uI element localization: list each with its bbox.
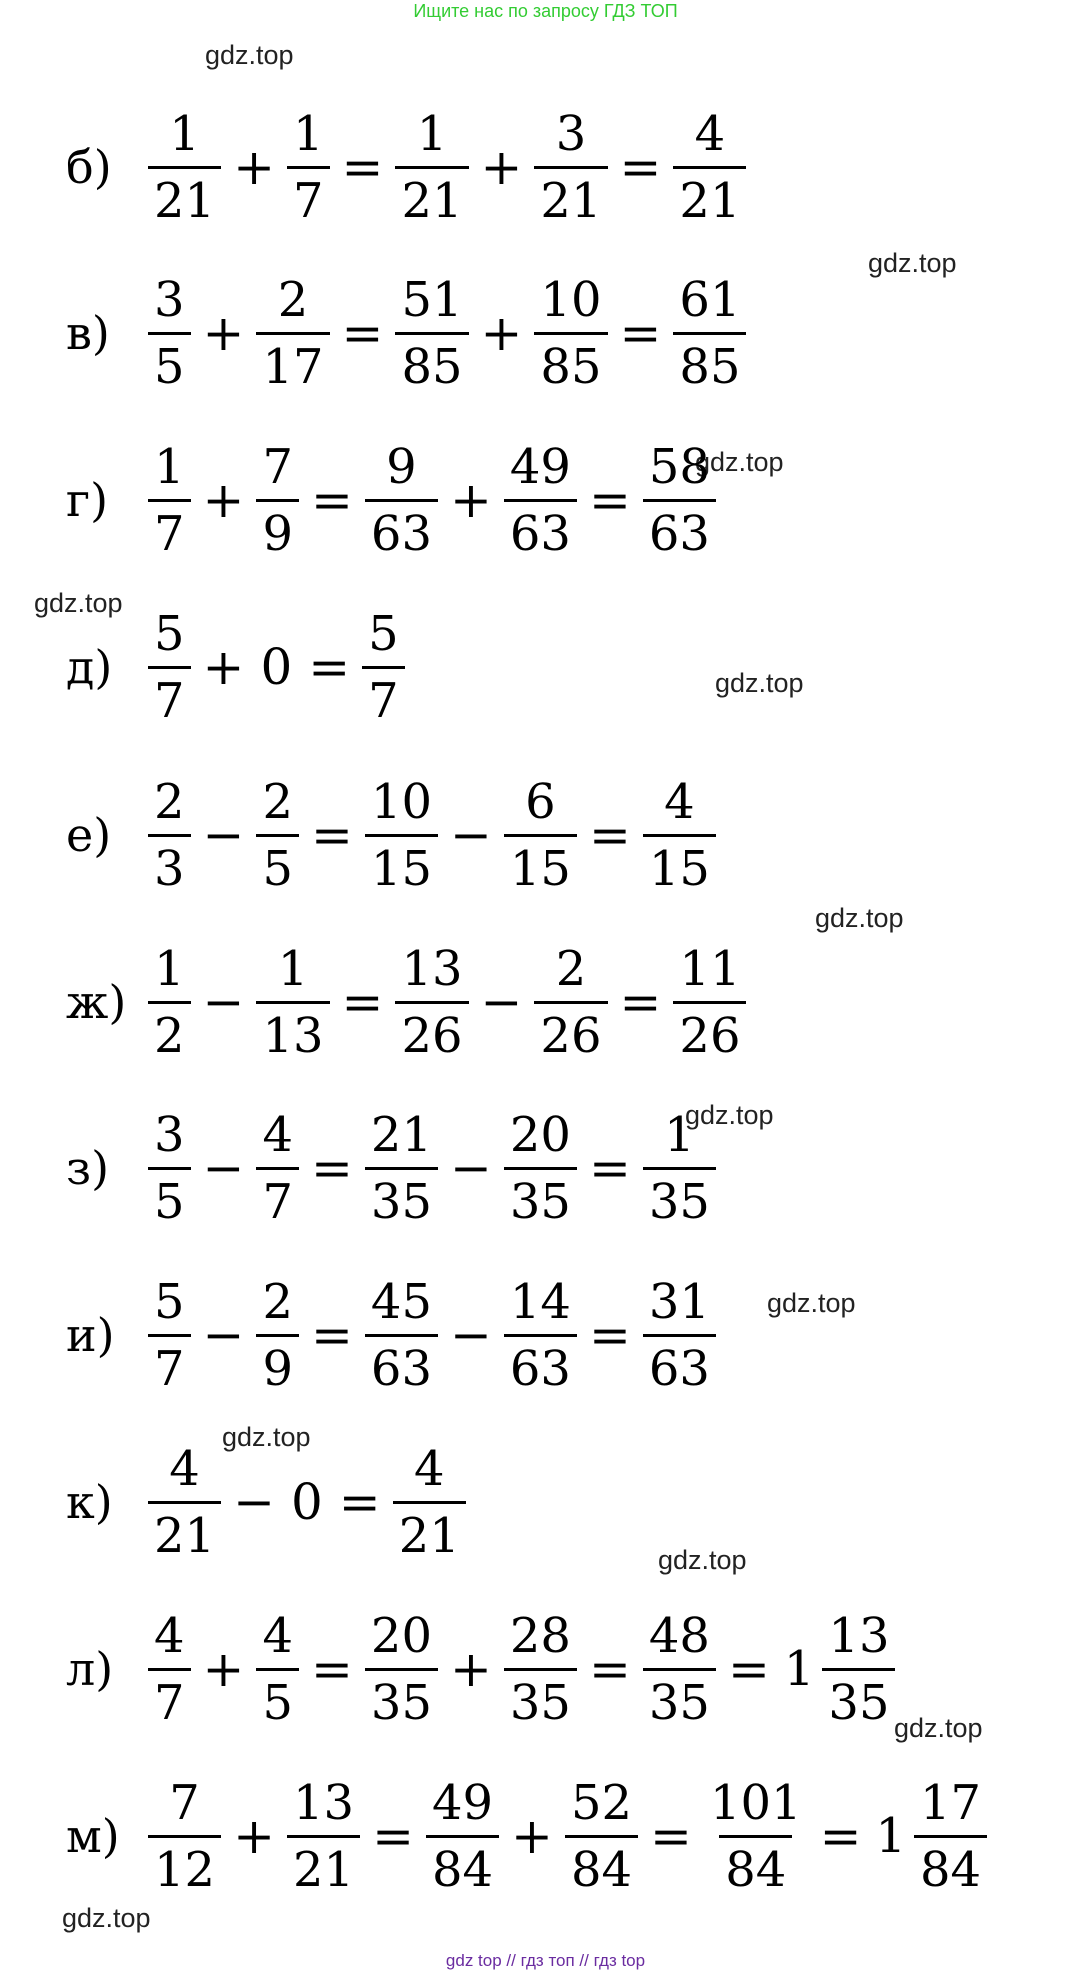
operator: + bbox=[449, 471, 492, 529]
operator: = bbox=[619, 138, 662, 196]
denominator: 17 bbox=[256, 332, 329, 391]
numerator: 51 bbox=[401, 271, 463, 328]
denominator: 84 bbox=[426, 1835, 499, 1894]
numerator: 3 bbox=[154, 271, 185, 328]
expression bbox=[144, 105, 750, 229]
fraction bbox=[148, 1607, 191, 1731]
item-label: к) bbox=[66, 1475, 113, 1529]
operator: − bbox=[202, 1306, 245, 1364]
numerator: 20 bbox=[509, 1106, 571, 1163]
fraction bbox=[148, 605, 191, 729]
numerator: 2 bbox=[555, 940, 587, 997]
item-label: ж) bbox=[66, 975, 127, 1029]
item-label: д) bbox=[66, 640, 113, 694]
denominator: 21 bbox=[287, 1835, 360, 1894]
equation-row bbox=[66, 927, 750, 1077]
denominator: 35 bbox=[643, 1668, 716, 1727]
item-label: з) bbox=[66, 1141, 110, 1195]
operator: + bbox=[202, 304, 245, 362]
fraction bbox=[395, 271, 468, 395]
operator: = bbox=[311, 1640, 353, 1698]
denominator: 7 bbox=[148, 1334, 191, 1393]
denominator: 84 bbox=[914, 1835, 987, 1894]
numerator: 5 bbox=[368, 605, 399, 662]
operator: = bbox=[338, 1473, 381, 1531]
fraction bbox=[565, 1774, 638, 1898]
operator: = bbox=[311, 471, 353, 529]
fraction bbox=[256, 438, 299, 562]
denominator: 7 bbox=[148, 499, 191, 558]
denominator: 7 bbox=[256, 1167, 299, 1226]
expression bbox=[144, 1440, 470, 1564]
operator: − bbox=[202, 1139, 245, 1197]
expression bbox=[144, 940, 750, 1064]
denominator: 9 bbox=[256, 1334, 299, 1393]
operator: − bbox=[202, 973, 245, 1031]
numerator: 9 bbox=[386, 438, 417, 495]
operator: + bbox=[233, 1807, 275, 1865]
numerator: 20 bbox=[370, 1607, 432, 1664]
denominator: 7 bbox=[148, 666, 191, 725]
operator: = bbox=[311, 1139, 353, 1197]
numerator: 1 bbox=[292, 105, 324, 162]
numerator: 1 bbox=[154, 438, 185, 495]
fraction bbox=[256, 1106, 299, 1230]
denominator: 85 bbox=[534, 332, 607, 391]
watermark: gdz.top bbox=[715, 668, 804, 698]
fraction bbox=[362, 605, 405, 729]
fraction bbox=[426, 1774, 499, 1898]
denominator: 15 bbox=[504, 834, 577, 893]
fraction bbox=[704, 1774, 808, 1898]
watermark: gdz.top bbox=[815, 903, 904, 933]
numerator: 21 bbox=[370, 1106, 432, 1163]
whole-part: 1 bbox=[783, 1641, 815, 1697]
denominator: 5 bbox=[256, 834, 299, 893]
expression bbox=[144, 773, 720, 897]
whole-part: 1 bbox=[875, 1808, 907, 1864]
denominator: 26 bbox=[534, 1001, 607, 1060]
expression bbox=[144, 1106, 720, 1230]
operator: + bbox=[449, 1640, 492, 1698]
operator: + bbox=[511, 1807, 553, 1865]
equation-row bbox=[66, 592, 409, 742]
item-label: в) bbox=[66, 306, 110, 360]
fraction bbox=[365, 1106, 438, 1230]
denominator: 35 bbox=[504, 1668, 577, 1727]
fraction bbox=[643, 1273, 716, 1397]
numerator: 2 bbox=[277, 271, 309, 328]
denominator: 15 bbox=[365, 834, 438, 893]
expression bbox=[144, 1607, 899, 1731]
fraction bbox=[256, 271, 329, 395]
numerator: 45 bbox=[370, 1273, 432, 1330]
numerator: 31 bbox=[648, 1273, 710, 1330]
fraction bbox=[256, 940, 329, 1064]
operator: = bbox=[341, 138, 384, 196]
denominator: 3 bbox=[148, 834, 191, 893]
operator: = bbox=[311, 806, 353, 864]
operator: − bbox=[202, 806, 245, 864]
item-label: е) bbox=[66, 808, 112, 862]
fraction bbox=[643, 1607, 716, 1731]
fraction bbox=[393, 1440, 466, 1564]
denominator: 35 bbox=[504, 1167, 577, 1226]
numerator: 10 bbox=[540, 271, 602, 328]
watermark: gdz.top bbox=[767, 1288, 856, 1318]
numerator: 14 bbox=[509, 1273, 571, 1330]
numerator: 2 bbox=[154, 773, 185, 830]
fraction bbox=[365, 1273, 438, 1397]
denominator: 21 bbox=[393, 1501, 466, 1560]
watermark: gdz.top bbox=[62, 1903, 151, 1933]
equation-row bbox=[66, 258, 750, 408]
expression bbox=[144, 1273, 720, 1397]
operator: − bbox=[449, 806, 492, 864]
fraction bbox=[643, 438, 716, 562]
equation-row bbox=[66, 425, 720, 575]
denominator: 21 bbox=[673, 166, 746, 225]
numerator: 4 bbox=[262, 1607, 293, 1664]
fraction bbox=[148, 773, 191, 897]
operator: = bbox=[588, 806, 631, 864]
denominator: 15 bbox=[643, 834, 716, 893]
watermark: gdz.top bbox=[205, 40, 294, 70]
operator: = bbox=[341, 304, 384, 362]
numerator: 7 bbox=[262, 438, 293, 495]
denominator: 5 bbox=[148, 332, 191, 391]
operator: = bbox=[588, 471, 631, 529]
fraction bbox=[148, 1106, 191, 1230]
item-label: и) bbox=[66, 1308, 115, 1362]
expression bbox=[144, 438, 720, 562]
footer-links: gdz top // гдз топ // гдз top bbox=[445, 1951, 646, 1970]
numerator: 4 bbox=[169, 1440, 200, 1497]
fraction bbox=[287, 105, 330, 229]
numerator: 58 bbox=[648, 438, 710, 495]
fraction bbox=[148, 105, 221, 229]
fraction bbox=[256, 1273, 299, 1397]
equation-row bbox=[66, 1761, 991, 1911]
numerator: 1 bbox=[664, 1106, 695, 1163]
denominator: 21 bbox=[148, 166, 221, 225]
fraction bbox=[673, 271, 746, 395]
denominator: 63 bbox=[504, 499, 577, 558]
fraction bbox=[643, 1106, 716, 1230]
fraction bbox=[287, 1774, 360, 1898]
numerator: 4 bbox=[262, 1106, 293, 1163]
denominator: 7 bbox=[362, 666, 405, 725]
top-banner: Ищите нас по запросу ГДЗ ТОП bbox=[413, 1, 678, 21]
numerator: 4 bbox=[694, 105, 726, 162]
denominator: 84 bbox=[565, 1835, 638, 1894]
fraction bbox=[148, 1440, 221, 1564]
mixed-number bbox=[869, 1774, 991, 1898]
equation-row bbox=[66, 1594, 899, 1744]
numerator: 3 bbox=[555, 105, 587, 162]
numerator: 5 bbox=[154, 605, 185, 662]
numerator: 13 bbox=[401, 940, 463, 997]
denominator: 63 bbox=[643, 499, 716, 558]
operator: = bbox=[372, 1807, 414, 1865]
numerator: 61 bbox=[679, 271, 741, 328]
denominator: 5 bbox=[148, 1167, 191, 1226]
fraction bbox=[822, 1607, 895, 1731]
fraction bbox=[504, 438, 577, 562]
numerator: 4 bbox=[413, 1440, 445, 1497]
denominator: 85 bbox=[395, 332, 468, 391]
operator: = bbox=[308, 638, 351, 696]
fraction bbox=[148, 1273, 191, 1397]
denominator: 63 bbox=[365, 499, 438, 558]
expression bbox=[144, 605, 409, 729]
numerator: 2 bbox=[262, 1273, 293, 1330]
fraction bbox=[256, 773, 299, 897]
operator: + bbox=[202, 1640, 245, 1698]
operator: = bbox=[619, 304, 662, 362]
watermark: gdz.top bbox=[685, 1100, 774, 1130]
item-label: м) bbox=[66, 1809, 120, 1863]
denominator: 35 bbox=[365, 1668, 438, 1727]
denominator: 9 bbox=[256, 499, 299, 558]
numerator: 6 bbox=[525, 773, 556, 830]
equation-row bbox=[66, 1427, 470, 1577]
fraction bbox=[504, 1106, 577, 1230]
fraction bbox=[365, 773, 438, 897]
fraction bbox=[365, 438, 438, 562]
operator: = bbox=[311, 1306, 353, 1364]
denominator: 63 bbox=[643, 1334, 716, 1393]
fraction bbox=[256, 1607, 299, 1731]
fraction bbox=[534, 271, 607, 395]
numerator: 49 bbox=[509, 438, 571, 495]
operator: + bbox=[202, 471, 245, 529]
numerator: 49 bbox=[431, 1774, 494, 1831]
denominator: 21 bbox=[148, 1501, 221, 1560]
operator: + bbox=[233, 138, 275, 196]
fraction bbox=[148, 438, 191, 562]
fraction bbox=[148, 940, 191, 1064]
item-label: л) bbox=[66, 1642, 114, 1696]
operator: − bbox=[480, 973, 523, 1031]
numerator: 101 bbox=[709, 1774, 802, 1831]
equation-row bbox=[66, 760, 720, 910]
fraction bbox=[365, 1607, 438, 1731]
operator: − bbox=[449, 1139, 492, 1197]
item-label: г) bbox=[66, 473, 109, 527]
watermark: gdz.top bbox=[894, 1713, 983, 1743]
number: 0 bbox=[260, 638, 293, 696]
watermark: gdz.top bbox=[658, 1545, 747, 1575]
operator: = bbox=[588, 1640, 631, 1698]
fraction bbox=[534, 105, 607, 229]
fraction bbox=[395, 940, 468, 1064]
equation-row bbox=[66, 1093, 720, 1243]
denominator: 85 bbox=[673, 332, 746, 391]
mixed-number bbox=[778, 1607, 900, 1731]
fraction bbox=[395, 105, 468, 229]
fraction bbox=[643, 773, 716, 897]
numerator: 10 bbox=[370, 773, 432, 830]
watermark: gdz.top bbox=[695, 447, 784, 477]
denominator: 21 bbox=[395, 166, 468, 225]
operator: = bbox=[727, 1640, 770, 1698]
denominator: 63 bbox=[504, 1334, 577, 1393]
fraction bbox=[148, 1774, 221, 1898]
denominator: 21 bbox=[534, 166, 607, 225]
fraction bbox=[673, 940, 746, 1064]
operator: − bbox=[233, 1473, 275, 1531]
item-label: б) bbox=[66, 140, 112, 194]
watermark: gdz.top bbox=[34, 588, 123, 618]
denominator: 7 bbox=[287, 166, 330, 225]
operator: + bbox=[480, 304, 523, 362]
numerator: 4 bbox=[664, 773, 695, 830]
watermark: gdz.top bbox=[868, 248, 957, 278]
expression bbox=[144, 271, 750, 395]
equation-row bbox=[66, 92, 750, 242]
denominator: 35 bbox=[365, 1167, 438, 1226]
denominator: 35 bbox=[643, 1167, 716, 1226]
denominator: 13 bbox=[256, 1001, 329, 1060]
numerator: 1 bbox=[154, 940, 185, 997]
numerator: 11 bbox=[679, 940, 741, 997]
denominator: 5 bbox=[256, 1668, 299, 1727]
fraction bbox=[673, 105, 746, 229]
denominator: 12 bbox=[148, 1835, 221, 1894]
equation-row bbox=[66, 1260, 720, 1410]
denominator: 26 bbox=[673, 1001, 746, 1060]
operator: = bbox=[588, 1139, 631, 1197]
numerator: 2 bbox=[262, 773, 293, 830]
numerator: 3 bbox=[154, 1106, 185, 1163]
denominator: 84 bbox=[719, 1835, 792, 1894]
operator: + bbox=[480, 138, 523, 196]
numerator: 1 bbox=[169, 105, 200, 162]
denominator: 63 bbox=[365, 1334, 438, 1393]
numerator: 4 bbox=[154, 1607, 185, 1664]
fraction bbox=[534, 940, 607, 1064]
numerator: 28 bbox=[509, 1607, 571, 1664]
operator: = bbox=[819, 1807, 862, 1865]
fraction bbox=[504, 1607, 577, 1731]
denominator: 26 bbox=[395, 1001, 468, 1060]
numerator: 5 bbox=[154, 1273, 185, 1330]
number: 0 bbox=[290, 1473, 323, 1531]
numerator: 17 bbox=[920, 1774, 982, 1831]
operator: = bbox=[619, 973, 662, 1031]
operator: − bbox=[449, 1306, 492, 1364]
operator: = bbox=[588, 1306, 631, 1364]
numerator: 1 bbox=[416, 105, 448, 162]
operator: + bbox=[202, 638, 245, 696]
watermark: gdz.top bbox=[222, 1422, 311, 1452]
denominator: 7 bbox=[148, 1668, 191, 1727]
fraction bbox=[504, 1273, 577, 1397]
denominator: 35 bbox=[822, 1668, 895, 1727]
fraction bbox=[914, 1774, 987, 1898]
expression bbox=[144, 1774, 991, 1898]
numerator: 48 bbox=[648, 1607, 710, 1664]
numerator: 7 bbox=[169, 1774, 200, 1831]
numerator: 1 bbox=[277, 940, 309, 997]
numerator: 52 bbox=[570, 1774, 633, 1831]
fraction bbox=[148, 271, 191, 395]
fraction bbox=[504, 773, 577, 897]
numerator: 13 bbox=[828, 1607, 890, 1664]
denominator: 2 bbox=[148, 1001, 191, 1060]
operator: = bbox=[341, 973, 384, 1031]
numerator: 13 bbox=[292, 1774, 355, 1831]
operator: = bbox=[650, 1807, 692, 1865]
